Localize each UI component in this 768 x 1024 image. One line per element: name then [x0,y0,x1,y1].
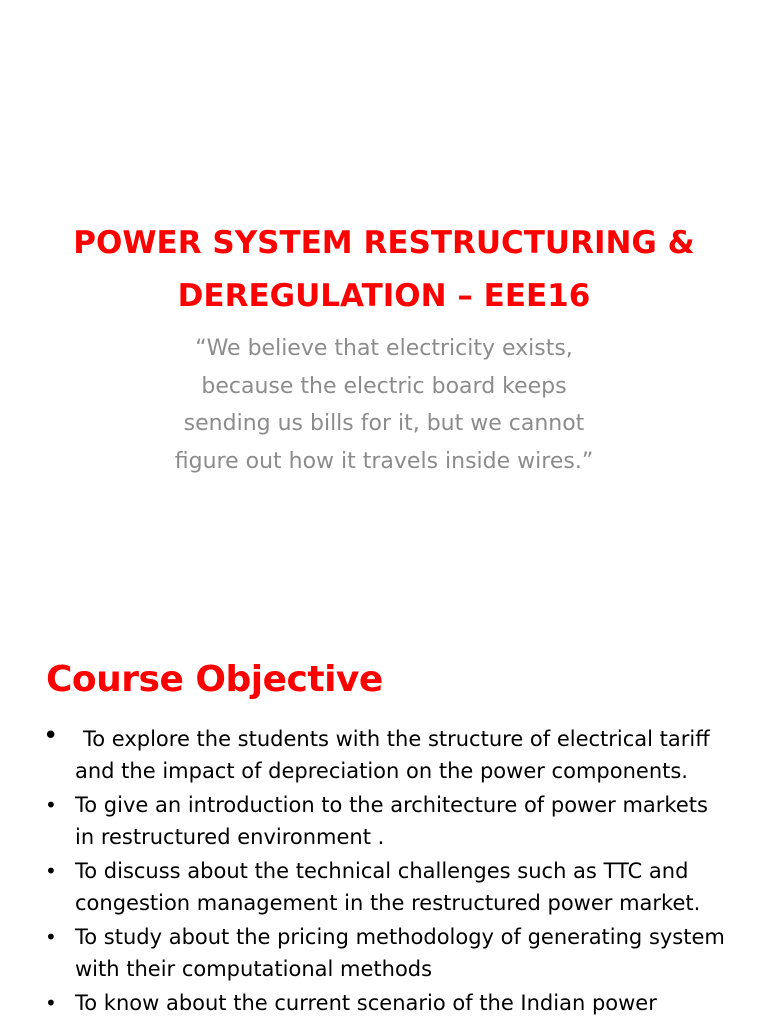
list-item-line: and the impact of depreciation on the power components. [75,758,688,783]
list-item-line: To give an introduction to the architecture of power markets [75,793,708,817]
list-item-line: To discuss about the technical challenges such as TTC and [75,859,689,883]
list-item [40,922,740,985]
list-item-line: To know about the current scenario of the Indian power [75,991,657,1015]
list-item-line: with their computational methods [75,956,433,981]
list-item-line: in restructured environment . [75,824,385,849]
bullet-icon: • [45,793,57,817]
title-line: DEREGULATION – EEE16 [177,277,591,314]
presentation-title [40,217,728,323]
list-item [40,790,740,853]
title-line: POWER SYSTEM RESTRUCTURING & [73,224,695,261]
bullet-icon: • [43,721,59,751]
quote-line: “We believe that electricity exists, [195,336,573,361]
quote-line: sending us bills for it, but we cannot [183,411,585,436]
course-objective-slide [0,576,768,1024]
slide-heading: Course Objective [46,658,383,700]
list-item [40,988,740,1020]
list-item-line: congestion management in the restructured power market. [75,890,701,915]
bullet-icon: • [45,925,57,949]
bullet-icon: • [45,991,57,1015]
bullet-icon: • [45,859,57,883]
quote-line: because the electric board keeps [201,373,567,399]
subtitle-quote [120,330,648,480]
objective-list [40,721,740,1023]
list-item [40,856,740,919]
list-item [40,721,740,787]
list-item-line: To explore the students with the structure of electrical tariff [83,727,710,751]
list-item-line: To study about the pricing methodology of generating system [75,925,725,949]
quote-line: figure out how it travels inside wires.” [174,448,594,474]
